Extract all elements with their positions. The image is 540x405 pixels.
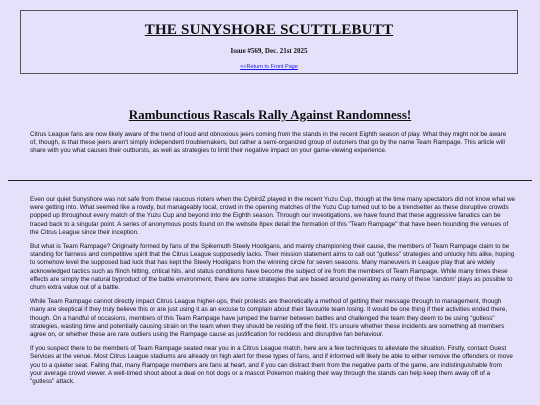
article-paragraph: Even our quiet Sunyshore was not safe from these raucous rioters when the CybirdZ played in the recent Yuzu Cup, though at the time many spectators did not know what we were getting into. What seemed like a rowdy, but manageably local, crowd in the opening matches of the Yuzu Cup turned out to be a trendsetter as these disruptive crowds popped up throughout every match of the Yuzu Cup and beyond into the Eighth season. Through our investigations, we have found that these aggressive fanatics can be traced back to a singular point. A series of anonymous posts found on the website 8pex detail the formation of this "Team Rampage" that have been hounding the venues of the Citrus League since their inception.	[30, 196, 516, 236]
return-to-front-page-link[interactable]: <<Return to Front Page	[240, 64, 298, 70]
article-paragraph: If you suspect there to be members of Team Rampage seated near you in a Citrus League match, here are a few techniques to alleviate the situation. Firstly, contact Guest Services at the venue. Most Citrus League stadiums are already on high alert for these types of fans, and if informed will likely be able to either remove the offenders or move you to a quieter seat. Failing that, many Rampage members are fans at heart, and if you can distract them from the negative parts of the game, are indistinguishable from your average crowd viewer. A well-timed shout about a deal on hot dogs or a mascot Pokemon making their way through the stands can help keep them away off of a "gutless" attack.	[30, 345, 513, 386]
article-headline: Rambunctious Rascals Rally Against Randomness!	[128, 107, 412, 122]
divider	[8, 180, 532, 181]
article-intro: Citrus League fans are now likely aware of the trend of loud and obnoxious jeers coming from the stands in the recent Eighth season of play. What they might not be aware of, though, is that these jeers aren't simply independent troublemakers, but rather a semi-organized group of outcriers that go by the name Team Rampage. This article will share with you what causes their outbursts, as well as strategies to limit their negative impact on your game-viewing experience.	[30, 131, 507, 155]
masthead	[20, 10, 518, 74]
article-body	[30, 196, 515, 392]
article-paragraph: But what is Team Rampage? Originally formed by fans of the Spikemuth Steely Hooligans, and mainly championing their cause, the members of Team Rampage claim to be standing for fairness and competitive spirit that the Citrus League supposedly lacks. Their mission statement aims to call out "gutless" strategies and unlucky hits alike, hoping to somehow level the supposed bad luck that has kept the Steely Hooligans from the winning circle for seven seasons. Many maneuvers in League play that are widely acknowledged tactics such as flinch hitting, critical hits, and status conditions have become the subject of ire from the members of Team Rampage. While many times these effects are simply the natural byproduct of the battle environment, there are some strategies that are based around generating as many of these 'random' plays as possible to churn extra value out of a battle.	[30, 243, 515, 292]
article-paragraph: While Team Rampage cannot directly impact Citrus League higher-ups, their protests are theoretically a method of getting their message through to management, though many are skeptical if they truly believe this or are just using it as an excuse to complain about their favourite team losing. It would be one thing if their activities ended there, though. On a handful of occasions, members of this Team Rampage have jumped the barrier between battles and challenged the team they deem to be using "gutless" strategies, wasting time and potentially causing strain on the team when they should be resting off the field. It's unsure whether these incidents are something all members agree on, or whether these are rare outliers using the Rampage cause as justification for reckless and disruptive fan behaviour.	[30, 298, 508, 339]
site-title: THE SUNYSHORE SCUTTLEBUTT	[144, 22, 394, 38]
issue-line: Issue #569, Dec. 21st 2025	[230, 47, 308, 55]
